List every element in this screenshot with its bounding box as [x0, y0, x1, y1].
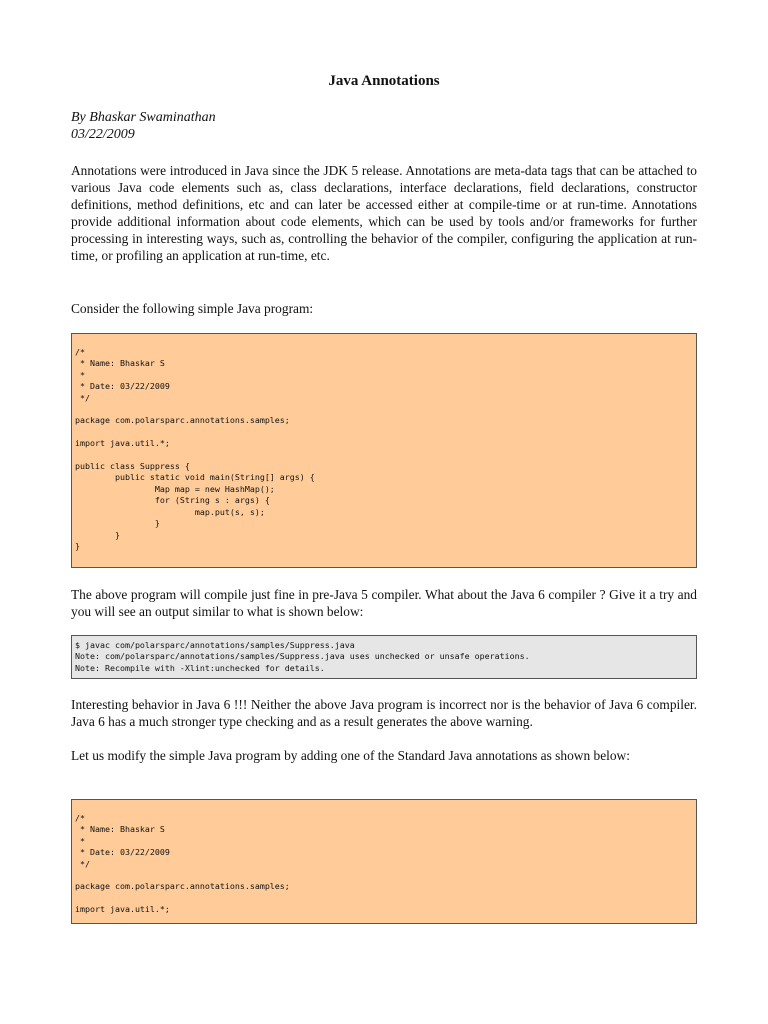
consider-paragraph: Consider the following simple Java program: [71, 301, 314, 316]
behavior-paragraph: Interesting behavior in Java 6 !!! Neither the above Java program is incorrect nor is the behavior of Java 6 compiler. Java 6 has a much stronger type checking and as a result generates the above warning. [71, 697, 697, 729]
publish-date: 03/22/2009 [71, 127, 135, 142]
author-name: By Bhaskar Swaminathan [71, 110, 216, 125]
code-text: /* * Name: Bhaskar S * * Date: 03/22/2009 */ package com.polarsparc.annotations.samples; import java.util.*; public class Suppress { public static void main(String[] args) { Map map = new HashMap(); for (String s : args) { map.put(s, s); } } } [75, 347, 315, 551]
code-block-annotated [71, 799, 697, 924]
terminal-output-block [71, 635, 697, 679]
code-text: /* * Name: Bhaskar S * * Date: 03/22/2009 */ package com.polarsparc.annotations.samples; import java.util.*; [75, 813, 290, 915]
byline [71, 109, 216, 143]
compile-note-paragraph: The above program will compile just fine in pre-Java 5 compiler. What about the Java 6 compiler ? Give it a try and you will see an output similar to what is shown below: [71, 587, 697, 619]
terminal-text: $ javac com/polarsparc/annotations/samples/Suppress.java Note: com/polarsparc/annotations/samples/Suppress.java uses unchecked or unsafe operations. Note: Recompile with -Xlint:unchecked for details. [75, 640, 530, 673]
document-title: Java Annotations [328, 73, 440, 89]
intro-paragraph: Annotations were introduced in Java since the JDK 5 release. Annotations are meta-data tags that can be attached to various Java code elements such as, class declarations, interface declarations, field declarations, constructor definitions, method definitions, etc and can later be accessed either at compile-time or at run-time. Annotations provide additional information about code elements, which can be used by tools and/or frameworks for further processing in interesting ways, such as, controlling the behavior of the compiler, configuring the application at run-time, or profiling an application at run-time, etc. [71, 163, 697, 263]
code-block-suppress [71, 333, 697, 568]
modify-paragraph: Let us modify the simple Java program by adding one of the Standard Java annotations as shown below: [71, 748, 630, 763]
